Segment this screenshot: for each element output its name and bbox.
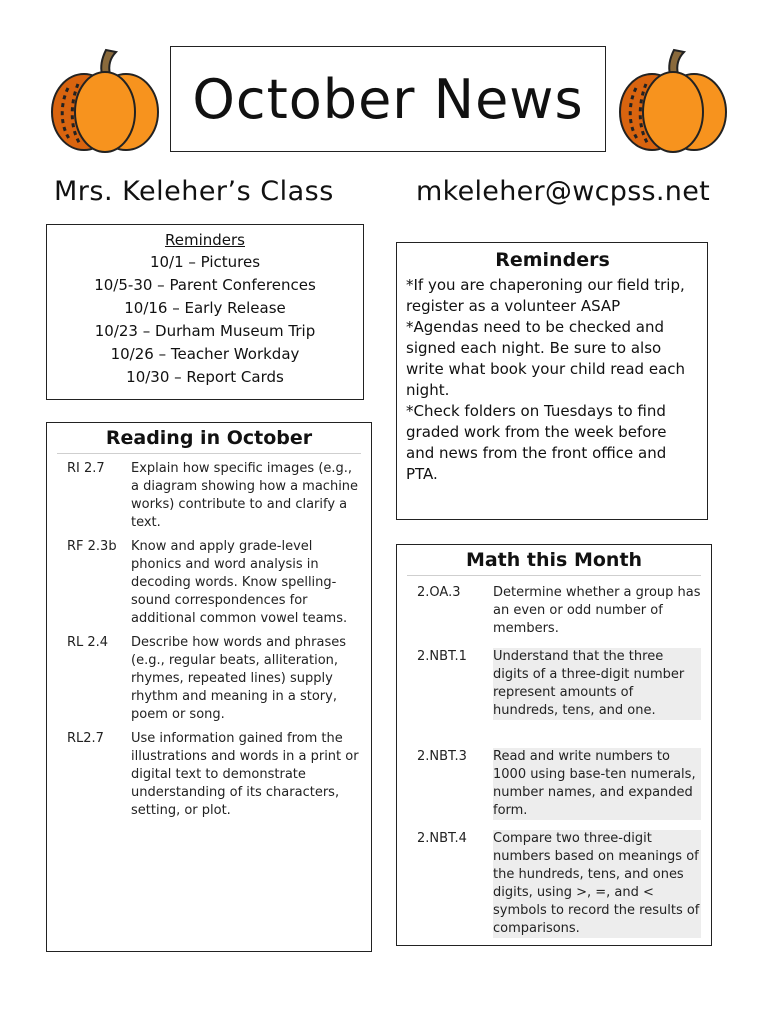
title-box <box>170 46 606 152</box>
reminders-dates-list <box>47 251 363 389</box>
standard-code: 2.NBT.4 <box>417 831 467 846</box>
standard-code: 2.NBT.1 <box>417 649 467 664</box>
standard-code: RL2.7 <box>67 731 104 746</box>
standard-description: Know and apply grade-level phonics and word analysis in decoding words. Know spelling-sound correspondences for additional common vowel teams. <box>131 539 348 626</box>
math-heading: Math this Month <box>465 549 643 571</box>
standard-description: Describe how words and phrases (e.g., regular beats, alliteration, rhymes, repeated lines) supply rhythm and meaning in a story, poem or song. <box>131 635 347 722</box>
reminders-notes-heading: Reminders <box>495 249 610 271</box>
table-row <box>57 538 361 628</box>
standard-code: RI 2.7 <box>67 461 105 476</box>
list-item: 10/5-30 – Parent Conferences <box>94 276 316 294</box>
reminders-notes-box <box>396 242 708 520</box>
reminders-dates-box <box>46 224 364 400</box>
pumpkin-icon <box>46 44 164 154</box>
table-row <box>407 648 701 720</box>
table-row <box>407 748 701 820</box>
reading-heading: Reading in October <box>105 427 313 449</box>
list-item: 10/30 – Report Cards <box>126 368 284 386</box>
reading-standards-table <box>57 453 361 820</box>
standard-description: Explain how specific images (e.g., a diagram showing how a machine works) contribute to and clarify a text. <box>131 461 359 530</box>
class-name: Mrs. Keleher’s Class <box>54 176 334 207</box>
table-row <box>57 730 361 820</box>
math-standards-table <box>407 575 701 938</box>
reminder-note: *If you are chaperoning our field trip, register as a volunteer ASAP <box>406 276 685 315</box>
standard-code: RF 2.3b <box>67 539 117 554</box>
math-box <box>396 544 712 946</box>
pumpkin-icon <box>614 44 732 154</box>
teacher-email[interactable]: mkeleher@wcpss.net <box>416 176 711 207</box>
standard-description: Understand that the three digits of a three-digit number represent amounts of hundreds, tens, and one. <box>493 648 701 720</box>
table-row <box>57 460 361 532</box>
reminder-note: *Check folders on Tuesdays to find graded work from the week before and news from the front office and PTA. <box>406 402 667 483</box>
table-row <box>407 830 701 938</box>
standard-description: Use information gained from the illustrations and words in a print or digital text to demonstrate understanding of its characters, setting, or plot. <box>131 731 359 818</box>
list-item: 10/1 – Pictures <box>149 253 261 271</box>
standard-code: 2.NBT.3 <box>417 749 467 764</box>
list-item: 10/16 – Early Release <box>124 299 286 317</box>
standard-description: Compare two three-digit numbers based on meanings of the hundreds, tens, and ones digits, using >, =, and < symbols to record the results of comparisons. <box>493 831 700 936</box>
table-row <box>57 634 361 724</box>
standard-description: Determine whether a group has an even or odd number of members. <box>493 585 701 636</box>
list-item: 10/23 – Durham Museum Trip <box>94 322 316 340</box>
reading-box <box>46 422 372 952</box>
table-row <box>407 584 701 638</box>
reminders-dates-heading: Reminders <box>165 231 245 249</box>
standard-code: 2.OA.3 <box>417 585 461 600</box>
standard-description: Read and write numbers to 1000 using base-ten numerals, number names, and expanded form. <box>493 748 701 820</box>
reminder-note: *Agendas need to be checked and signed each night. Be sure to also write what book your child read each night. <box>406 318 686 399</box>
list-item: 10/26 – Teacher Workday <box>110 345 300 363</box>
standard-code: RL 2.4 <box>67 635 109 650</box>
page-title: October News <box>192 67 584 131</box>
